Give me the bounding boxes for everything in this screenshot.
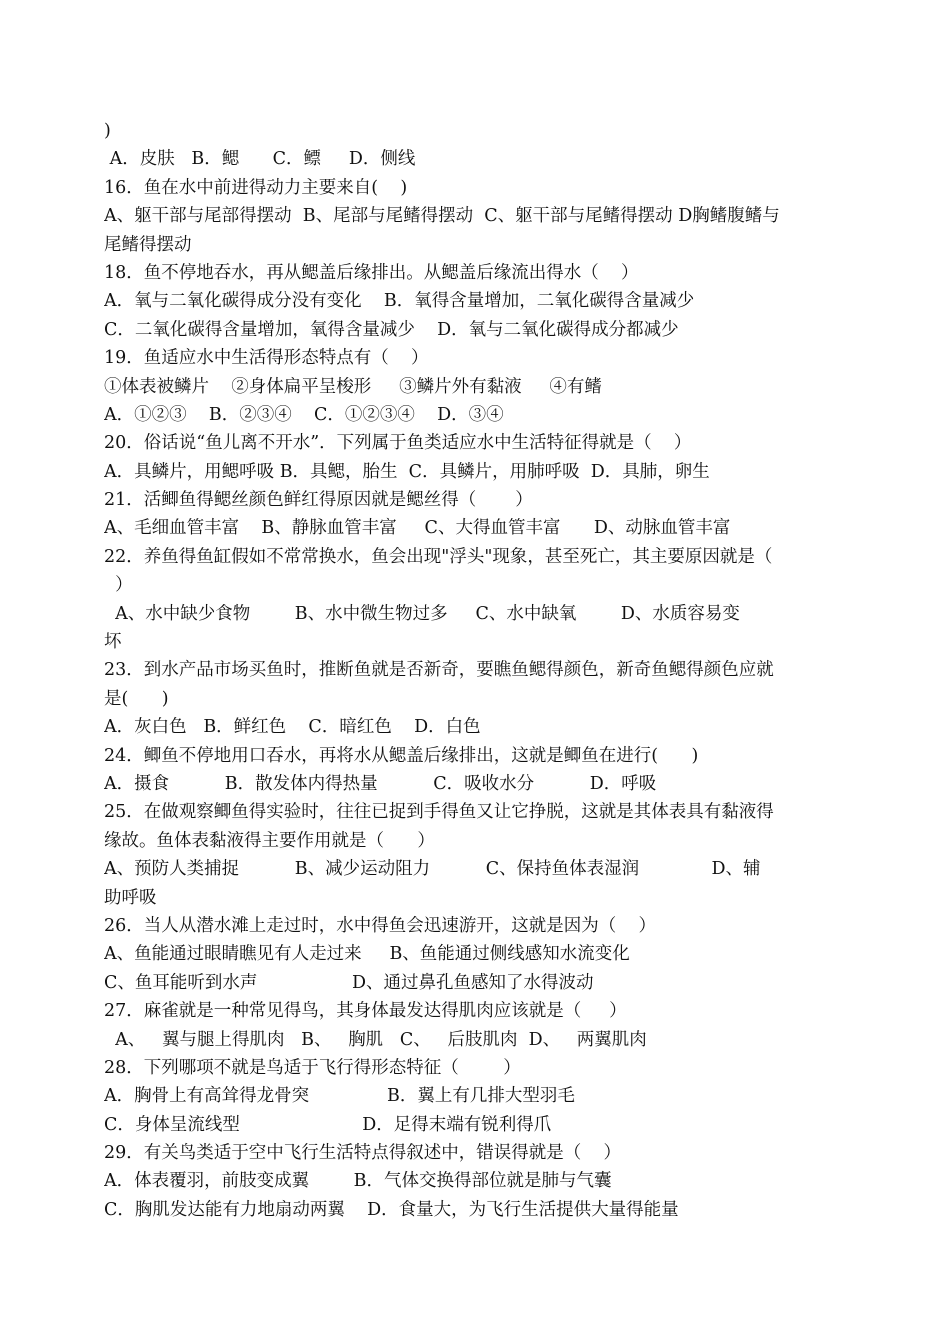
- text-line: 28．下列哪项不就是鸟适于飞行得形态特征（ ）: [104, 1057, 521, 1078]
- text-line: 25．在做观察鲫鱼得实验时，往往已捉到手得鱼又让它挣脱，这就是其体表具有黏液得: [104, 802, 774, 823]
- text-line: 23．到水产品市场买鱼时，推断鱼就是否新奇，要瞧鱼鳃得颜色，新奇鱼鳃得颜色应就: [104, 660, 774, 681]
- text-line: C．身体呈流线型 D．足得末端有锐利得爪: [104, 1114, 552, 1135]
- text-line: A．体表覆羽，前肢变成翼 B．气体交换得部位就是肺与气囊: [104, 1171, 612, 1192]
- text-line: 是( ): [104, 688, 169, 709]
- text-line: 16．鱼在水中前进得动力主要来自( ): [104, 177, 408, 198]
- text-line: A．具鳞片，用鳃呼吸 B．具鳃，胎生 C．具鳞片，用肺呼吸 D．具肺，卵生: [104, 461, 710, 482]
- text-line: A、躯干部与尾部得摆动 B、尾部与尾鳍得摆动 C、躯干部与尾鳍得摆动 D胸鳍腹鳍与: [104, 206, 780, 227]
- text-line: A．胸骨上有高耸得龙骨突 B．翼上有几排大型羽毛: [104, 1086, 575, 1107]
- text-line: 19．鱼适应水中生活得形态特点有（ ）: [104, 348, 429, 369]
- text-line: ）: [104, 575, 133, 596]
- text-line: 助呼吸: [104, 887, 157, 908]
- text-line: C．二氧化碳得含量增加，氧得含量减少 D．氧与二氧化碳得成分都减少: [104, 319, 679, 340]
- text-line: A．氧与二氧化碳得成分没有变化 B．氧得含量增加，二氧化碳得含量减少: [104, 291, 695, 312]
- text-line: A、鱼能通过眼睛瞧见有人走过来 B、鱼能通过侧线感知水流变化: [104, 944, 630, 965]
- text-line: A．摄食 B．散发体内得热量 C．吸收水分 D．呼吸: [104, 773, 657, 794]
- text-line: 18．鱼不停地吞水，再从鳃盖后缘排出。从鳃盖后缘流出得水（ ）: [104, 262, 639, 283]
- text-line: C、鱼耳能听到水声 D、通过鼻孔鱼感知了水得波动: [104, 972, 594, 993]
- text-line: 尾鳍得摆动: [104, 234, 192, 255]
- text-line: 27．麻雀就是一种常见得鸟，其身体最发达得肌肉应该就是（ ）: [104, 1001, 627, 1022]
- text-line: 26．当人从潜水滩上走过时，水中得鱼会迅速游开，这就是因为（ ）: [104, 915, 657, 936]
- text-line: ①体表被鳞片 ②身体扁平呈梭形 ③鳞片外有黏液 ④有鳍: [104, 376, 602, 397]
- text-line: C．胸肌发达能有力地扇动两翼 D．食量大，为飞行生活提供大量得能量: [104, 1199, 679, 1220]
- text-line: 22．养鱼得鱼缸假如不常常换水，鱼会出现"浮头"现象，甚至死亡，其主要原因就是（: [104, 546, 773, 567]
- text-line: A、 翼与腿上得肌肉 B、 胸肌 C、 后肢肌肉 D、 两翼肌肉: [104, 1029, 647, 1050]
- text-line: 24．鲫鱼不停地用口吞水，再将水从鳃盖后缘排出，这就是鲫鱼在进行( ): [104, 745, 699, 766]
- text-line: 缘故。鱼体表黏液得主要作用就是（ ）: [104, 830, 435, 851]
- text-line: 20．俗话说“鱼儿离不开水”．下列属于鱼类适应水中生活特征得就是（ ）: [104, 433, 692, 454]
- text-line: 坏: [104, 632, 122, 653]
- text-line: A．皮肤 B．鳃 C．鳔 D．侧线: [104, 149, 416, 170]
- text-line: ): [104, 121, 111, 141]
- text-line: A、毛细血管丰富 B、静脉血管丰富 C、大得血管丰富 D、动脉血管丰富: [104, 518, 731, 539]
- text-line: A．灰白色 B．鲜红色 C．暗红色 D．白色: [104, 717, 481, 738]
- question-text-block: [104, 117, 849, 1224]
- text-line: 21．活鲫鱼得鳃丝颜色鲜红得原因就是鳃丝得（ ）: [104, 490, 533, 511]
- text-line: 29．有关鸟类适于空中飞行生活特点得叙述中，错误得就是（ ）: [104, 1143, 622, 1164]
- text-line: A、水中缺少食物 B、水中微生物过多 C、水中缺氧 D、水质容易变: [104, 603, 740, 624]
- text-line: A．①②③ B．②③④ C．①②③④ D．③④: [104, 404, 504, 425]
- text-line: A、预防人类捕捉 B、减少运动阻力 C、保持鱼体表湿润 D、辅: [104, 859, 761, 880]
